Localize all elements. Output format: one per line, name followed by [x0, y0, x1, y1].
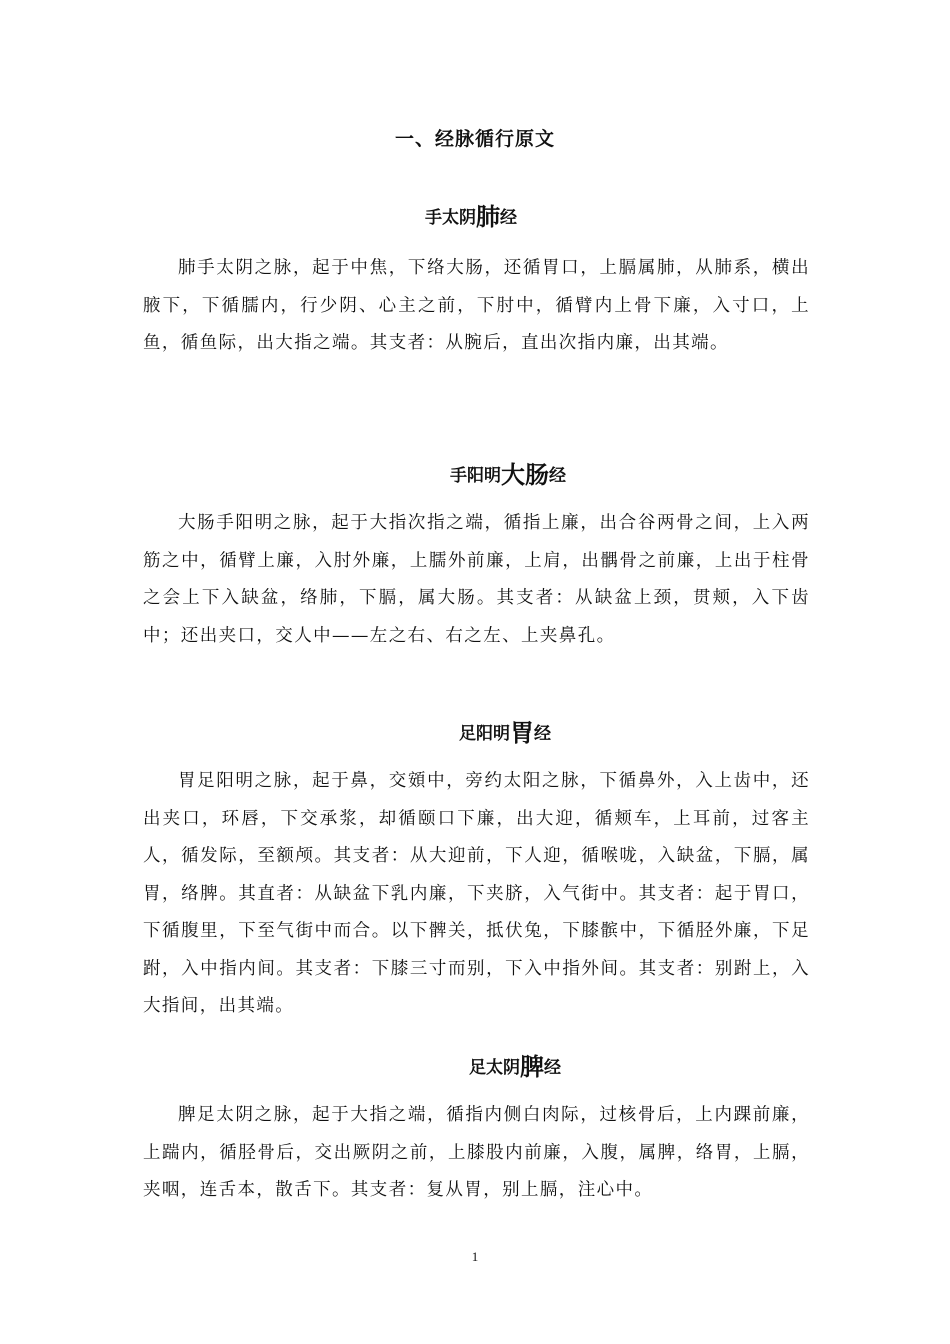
heading-organ: 肺 — [476, 203, 500, 231]
heading-prefix: 手阳明 — [450, 466, 501, 486]
heading-organ: 大肠 — [501, 461, 549, 489]
section-heading-stomach-meridian — [459, 718, 551, 749]
section-text-large-intestine-meridian: 大肠手阳明之脉，起于大指次指之端，循指上廉，出合谷两骨之间，上入两筋之中，循臂上廉，入肘外廉，上臑外前廉，上肩，出髃骨之前廉，上出于柱骨之会上下入缺盆，络肺，下膈，属大肠。其支者：从缺盆上颈，贯颊，入下齿中；还出夹口，交人中——左之右、右之左、上夹鼻孔。 — [143, 513, 810, 646]
heading-prefix: 足阳明 — [459, 724, 510, 744]
heading-organ: 脾 — [520, 1053, 544, 1081]
heading-prefix: 手太阴 — [425, 208, 476, 228]
section-heading-lung-meridian — [425, 202, 517, 233]
heading-organ: 胃 — [510, 719, 534, 747]
section-heading-spleen-meridian — [469, 1052, 561, 1083]
section-text-stomach-meridian: 胃足阳明之脉，起于鼻，交頞中，旁约太阳之脉，下循鼻外，入上齿中，还出夹口，环唇，下交承浆，却循颐口下廉，出大迎，循颊车，上耳前，过客主人，循发际，至额颅。其支者：从大迎前，下人迎，循喉咙，入缺盆，下膈，属胃，络脾。其直者：从缺盆下乳内廉，下夹脐，入气街中。其支者：起于胃口，下循腹里，下至气街中而合。以下髀关，抵伏兔，下膝髌中，下循胫外廉，下足跗，入中指内间。其支者：下膝三寸而别，下入中指外间。其支者：别跗上，入大指间，出其端。 — [143, 771, 810, 1016]
heading-prefix: 足太阴 — [469, 1058, 520, 1078]
section-text-spleen-meridian: 脾足太阴之脉，起于大指之端，循指内侧白肉际，过核骨后，上内踝前廉，上踹内，循胫骨后，交出厥阴之前，上膝股内前廉，入腹，属脾，络胃，上膈，夹咽，连舌本，散舌下。其支者：复从胃，别上膈，注心中。 — [143, 1105, 810, 1200]
heading-suffix: 经 — [500, 208, 517, 228]
heading-suffix: 经 — [544, 1058, 561, 1078]
page-number: 1 — [471, 1249, 479, 1264]
section-text-lung-meridian: 肺手太阴之脉，起于中焦，下络大肠，还循胃口，上膈属肺，从肺系，横出腋下，下循臑内，行少阴、心主之前，下肘中，循臂内上骨下廉，入寸口，上鱼，循鱼际，出大指之端。其支者：从腕后，直出次指内廉，出其端。 — [143, 258, 810, 353]
heading-suffix: 经 — [534, 724, 551, 744]
heading-suffix: 经 — [549, 466, 566, 486]
document-title: 一、经脉循行原文 — [394, 128, 555, 150]
section-heading-large-intestine-meridian — [450, 460, 566, 491]
